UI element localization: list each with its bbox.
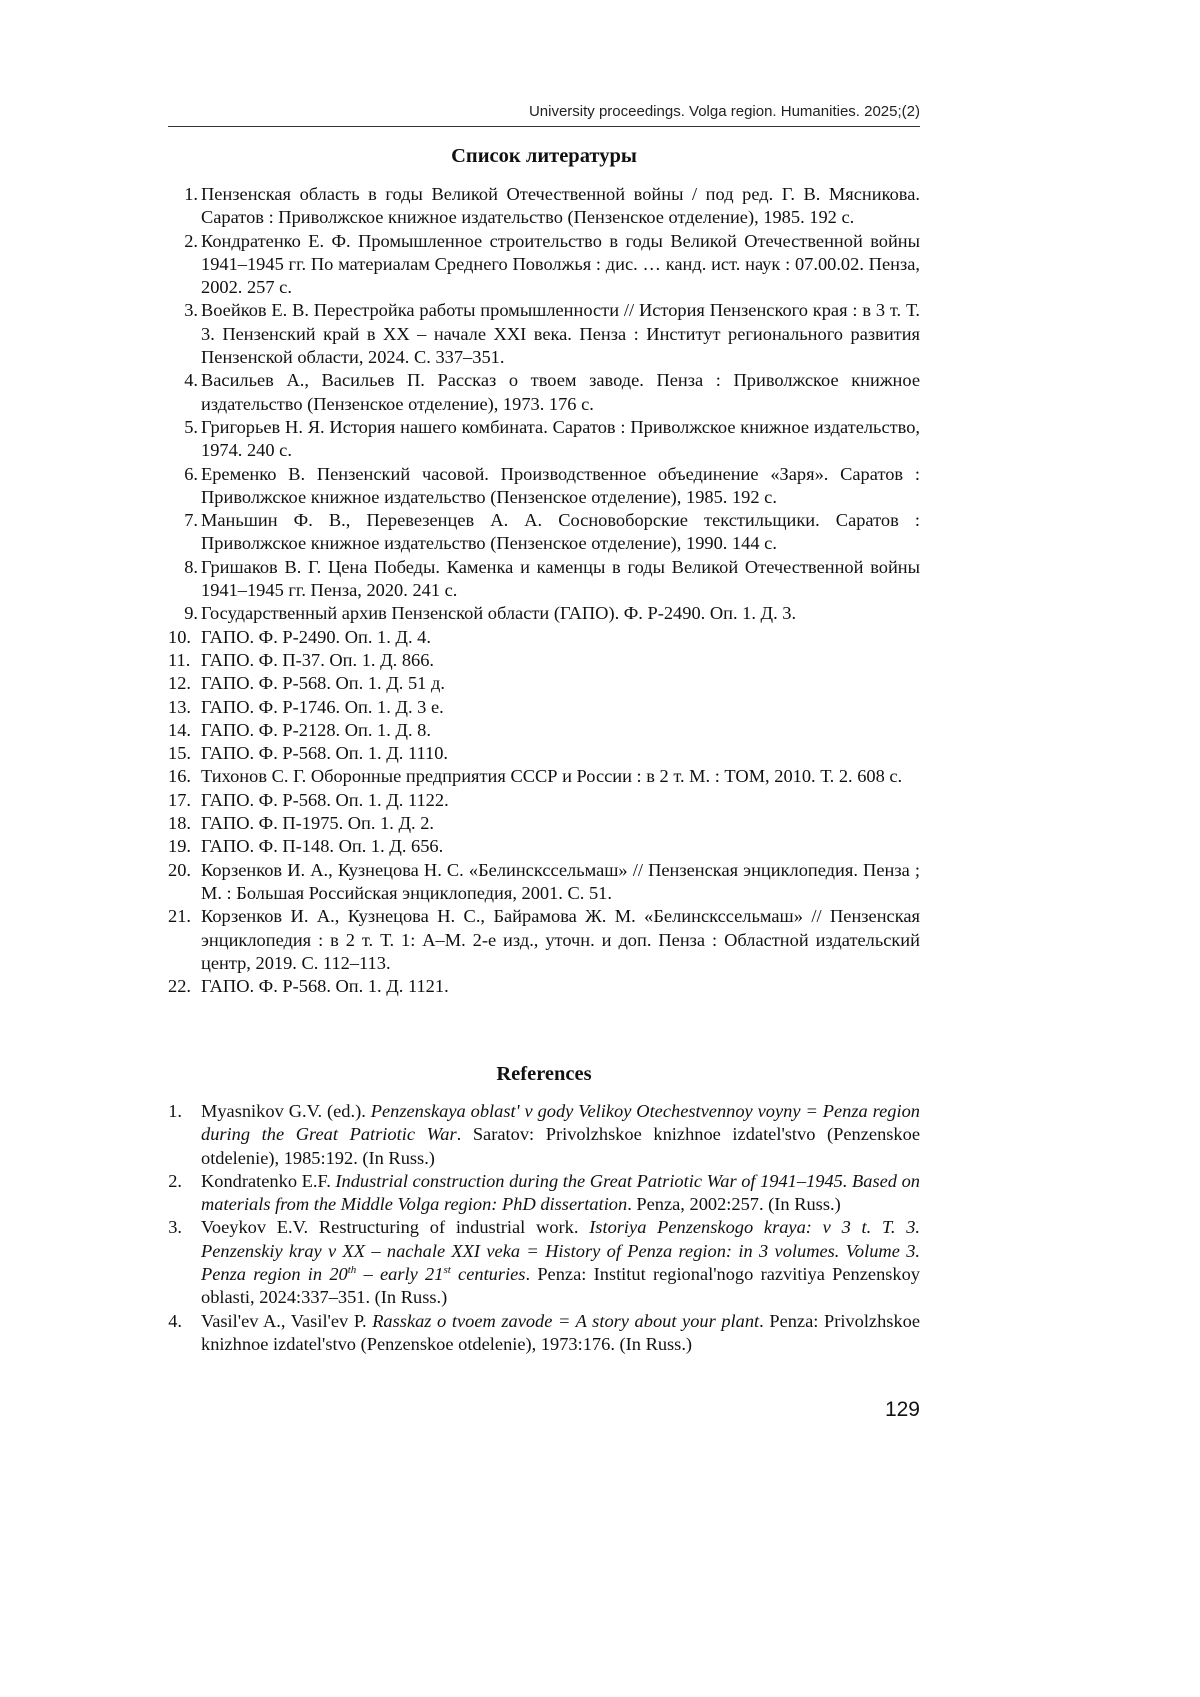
list-item	[168, 719, 920, 742]
item-text: Корзенков И. А., Кузнецова Н. С. «Белинскссельмаш» // Пензенская энциклопедия. Пенза ; М. : Большая Российская энциклопедия, 2001. С. 51.	[201, 859, 920, 903]
item-number: 22.	[168, 976, 191, 997]
list-item	[168, 602, 920, 625]
list-item	[168, 299, 920, 369]
list-item	[168, 1310, 920, 1357]
item-number: 5.	[184, 416, 198, 437]
item-text: ГАПО. Ф. Р-568. Оп. 1. Д. 1121.	[201, 976, 449, 997]
list-item	[168, 416, 920, 463]
item-number: 4.	[168, 1310, 182, 1331]
list-item	[168, 812, 920, 835]
item-text: ГАПО. Ф. Р-1746. Оп. 1. Д. 3 е.	[201, 696, 444, 717]
list-item	[168, 975, 920, 998]
item-text: ГАПО. Ф. Р-568. Оп. 1. Д. 1122.	[201, 789, 449, 810]
item-number: 14.	[168, 719, 191, 740]
item-text-italic: Rasskaz o tvoem zavode = A story about your plant	[372, 1310, 760, 1331]
list-item	[168, 626, 920, 649]
item-text: Воейков Е. В. Перестройка работы промышленности // История Пензенского края : в 3 т. Т. 3. Пензенский край в XX – начале XXI века. Пенза : Институт регионального развития Пензенской области, 2024. С. 337–351.	[201, 300, 920, 368]
list-item	[168, 765, 920, 788]
item-text: ГАПО. Ф. П-1975. Оп. 1. Д. 2.	[201, 813, 435, 834]
item-text: ГАПО. Ф. П-148. Оп. 1. Д. 656.	[201, 836, 444, 857]
item-number: 17.	[168, 789, 191, 810]
header-rule	[168, 126, 920, 127]
item-text: ГАПО. Ф. Р-568. Оп. 1. Д. 1110.	[201, 743, 448, 764]
list-item	[168, 1170, 920, 1217]
list-item	[168, 1216, 920, 1309]
item-text-plain: Kondratenko E.F.	[201, 1170, 336, 1191]
item-text: Тихонов С. Г. Оборонные предприятия СССР и России : в 2 т. М. : ТОМ, 2010. Т. 2. 608 с.	[201, 766, 903, 787]
item-number: 1.	[168, 1101, 182, 1121]
item-text-plain: Voeykov E.V. Restructuring of industrial work.	[201, 1217, 590, 1238]
item-text: ГАПО. Ф. Р-2490. Оп. 1. Д. 4.	[201, 626, 431, 647]
list-item	[168, 556, 920, 603]
item-text-italic: Industrial construction during the Great Patriotic War of 1941–1945. Based on materials from the Middle Volga region: PhD dissertation	[201, 1170, 920, 1215]
list-item	[168, 509, 920, 556]
item-text-italic: Istoriya Penzenskogo kraya: v 3 t. T. 3. Penzenskiy kray v XX – nachale XXI veka = History of Penza region: in 3 volumes. Volume 3. Penza region in 20	[201, 1217, 920, 1285]
item-number: 9.	[184, 603, 198, 624]
list-item	[168, 672, 920, 695]
list-item	[168, 183, 920, 230]
item-number: 4.	[184, 370, 198, 391]
list-item	[168, 696, 920, 719]
item-number: 1.	[184, 184, 198, 204]
item-text: Кондратенко Е. Ф. Промышленное строительство в годы Великой Отечественной войны 1941–1945 гг. По материалам Среднего Поволжья : дис. … канд. ист. наук : 07.00.02. Пенза, 2002. 257 с.	[201, 230, 920, 298]
item-number: 6.	[184, 463, 198, 484]
item-text: ГАПО. Ф. П-37. Оп. 1. Д. 866.	[201, 649, 435, 670]
item-number: 7.	[184, 510, 198, 531]
item-text-plain: . Penza: Institut regional'nogo razvitiya Penzenskoy oblasti, 2024:337–351. (In Russ.)	[201, 1264, 921, 1308]
item-text: Григорьев Н. Я. История нашего комбината. Саратов : Приволжское книжное издательство, 1974. 240 с.	[201, 416, 920, 461]
item-number: 10.	[168, 626, 191, 647]
item-number: 2.	[168, 1170, 182, 1191]
item-text-plain: Vasil'ev A., Vasil'ev P.	[201, 1310, 373, 1331]
list-item	[168, 1100, 920, 1170]
item-text-plain: . Penza, 2002:257. (In Russ.)	[627, 1194, 841, 1215]
item-number: 15.	[168, 743, 191, 764]
item-text-italic: Penzenskaya oblast' v gody Velikoy Otechestvennoy voyny = Penza region during the Great Patriotic War	[201, 1101, 920, 1145]
list-item	[168, 905, 920, 975]
item-number: 21.	[168, 906, 191, 927]
item-text: Гришаков В. Г. Цена Победы. Каменка и каменцы в годы Великой Отечественной войны 1941–1945 гг. Пенза, 2020. 241 с.	[201, 556, 920, 601]
item-text: Васильев А., Васильев П. Рассказ о твоем заводе. Пенза : Приволжское книжное издательство (Пензенское отделение), 1973. 176 с.	[201, 370, 920, 414]
list-item	[168, 789, 920, 812]
item-text-italic: centuries	[450, 1264, 526, 1285]
list-item	[168, 230, 920, 300]
references-title-en: References	[496, 1063, 592, 1085]
item-number: 19.	[168, 836, 191, 857]
item-text-italic: – early 21	[356, 1264, 444, 1285]
list-item	[168, 463, 920, 510]
list-item	[168, 835, 920, 858]
item-text-plain: Myasnikov G.V. (ed.).	[201, 1101, 371, 1121]
running-head: University proceedings. Volga region. Humanities. 2025;(2)	[528, 103, 920, 120]
item-number: 2.	[184, 230, 198, 251]
list-item	[168, 369, 920, 416]
item-number: 20.	[168, 859, 191, 880]
item-number: 12.	[168, 673, 191, 694]
item-number: 18.	[168, 813, 191, 834]
item-superscript: th	[347, 1263, 357, 1276]
item-number: 3.	[184, 300, 198, 321]
item-number: 13.	[168, 696, 191, 717]
item-number: 11.	[168, 649, 191, 670]
references-list-en	[168, 1100, 920, 1356]
item-text-plain: . Saratov: Privolzhskoe knizhnoe izdatel'stvo (Penzenskoe otdelenie), 1985:192. (In Russ.)	[201, 1124, 920, 1168]
references-list-ru	[168, 183, 920, 998]
page-number: 129	[884, 1398, 920, 1421]
item-text: ГАПО. Ф. Р-2128. Оп. 1. Д. 8.	[201, 719, 431, 740]
item-superscript: st	[443, 1263, 451, 1276]
item-text: Пензенская область в годы Великой Отечественной войны / под ред. Г. В. Мясникова. Саратов : Приволжское книжное издательство (Пензенское отделение), 1985. 192 с.	[201, 184, 920, 228]
journal-page	[168, 0, 920, 1697]
item-number: 3.	[168, 1217, 182, 1238]
item-text: Маньшин Ф. В., Перевезенцев А. А. Сосновоборские текстильщики. Саратов : Приволжское книжное издательство (Пензенское отделение), 1990. 144 с.	[201, 510, 920, 554]
item-number: 16.	[168, 766, 191, 787]
item-text: Государственный архив Пензенской области (ГАПО). Ф. Р-2490. Оп. 1. Д. 3.	[201, 603, 797, 624]
item-text-plain: . Penza: Privolzhskoe knizhnoe izdatel'stvo (Penzenskoe otdelenie), 1973:176. (In Russ.)	[201, 1310, 920, 1354]
list-item	[168, 742, 920, 765]
item-text: Корзенков И. А., Кузнецова Н. С., Байрамова Ж. М. «Белинскссельмаш» // Пензенская энциклопедия : в 2 т. Т. 1: А–М. 2-е изд., уточн. и доп. Пенза : Областной издательский центр, 2019. С. 112–113.	[201, 906, 920, 973]
item-text: ГАПО. Ф. Р-568. Оп. 1. Д. 51 д.	[201, 673, 445, 694]
list-item	[168, 859, 920, 906]
item-number: 8.	[184, 556, 198, 577]
item-text: Еременко В. Пензенский часовой. Производственное объединение «Заря». Саратов : Приволжское книжное издательство (Пензенское отделение), 1985. 192 с.	[201, 463, 920, 507]
references-title-ru: Список литературы	[451, 145, 637, 167]
list-item	[168, 649, 920, 672]
